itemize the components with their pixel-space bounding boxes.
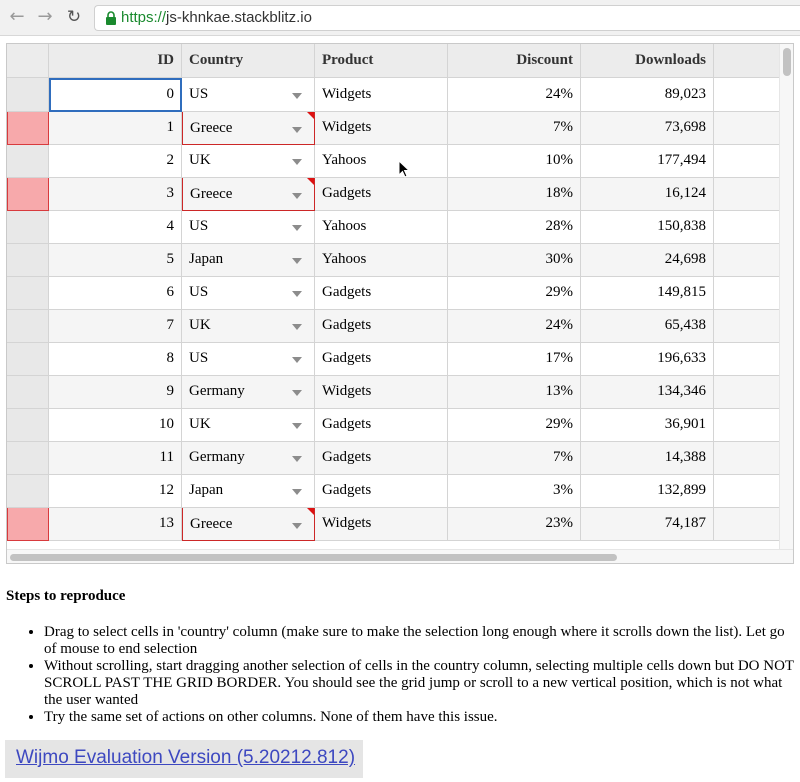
country-cell[interactable]: Greece (182, 177, 315, 211)
id-cell[interactable]: 4 (49, 210, 182, 244)
product-cell[interactable]: Gadgets (315, 342, 448, 376)
row-header[interactable] (7, 408, 49, 442)
dropdown-caret-icon[interactable] (292, 127, 302, 133)
lock-icon (105, 11, 117, 25)
dropdown-caret-icon[interactable] (292, 489, 302, 495)
country-cell[interactable]: US (182, 78, 315, 112)
forward-button[interactable]: → (37, 6, 53, 27)
product-cell[interactable]: Gadgets (315, 474, 448, 508)
country-cell[interactable]: US (182, 342, 315, 376)
product-cell[interactable]: Widgets (315, 375, 448, 409)
product-cell[interactable]: Yahoos (315, 243, 448, 277)
discount-cell[interactable]: 29% (448, 276, 581, 310)
downloads-cell[interactable]: 132,899 (581, 474, 714, 508)
row-header[interactable] (7, 276, 49, 310)
product-cell[interactable]: Gadgets (315, 177, 448, 211)
row-header[interactable] (7, 342, 49, 376)
data-grid[interactable] (6, 43, 794, 564)
row-header[interactable] (7, 111, 49, 145)
country-cell[interactable]: Germany (182, 375, 315, 409)
discount-cell[interactable]: 7% (448, 441, 581, 475)
product-cell[interactable]: Gadgets (315, 408, 448, 442)
evaluation-banner (5, 740, 363, 778)
product-cell[interactable]: Yahoos (315, 144, 448, 178)
url-text: https://js-khnkae.stackblitz.io (121, 9, 312, 26)
downloads-cell[interactable]: 65,438 (581, 309, 714, 343)
discount-cell[interactable]: 3% (448, 474, 581, 508)
row-header[interactable] (7, 474, 49, 508)
country-cell[interactable]: Germany (182, 441, 315, 475)
vertical-scroll-thumb[interactable] (783, 48, 791, 76)
downloads-cell[interactable]: 89,023 (581, 78, 714, 112)
dropdown-caret-icon[interactable] (292, 291, 302, 297)
downloads-cell[interactable]: 74,187 (581, 507, 714, 541)
id-cell[interactable]: 0 (49, 78, 182, 112)
list-item: • Without scrolling, start dragging another selection of cells in the country column, selecting multiple cells down but DO NOT SCROLL PAST THE GRID BORDER. You should see the grid jump or scroll to a new vertical position, which is not what the user wanted (44, 658, 800, 709)
row-header[interactable] (7, 375, 49, 409)
product-cell[interactable]: Gadgets (315, 309, 448, 343)
row-header[interactable] (7, 243, 49, 277)
discount-cell[interactable]: 28% (448, 210, 581, 244)
downloads-cell[interactable]: 177,494 (581, 144, 714, 178)
browser-toolbar (0, 0, 800, 36)
dropdown-caret-icon[interactable] (292, 456, 302, 462)
id-cell[interactable]: 10 (49, 408, 182, 442)
column-header-discount[interactable]: Discount (448, 44, 581, 78)
discount-cell[interactable]: 29% (448, 408, 581, 442)
row-header[interactable] (7, 210, 49, 244)
country-cell[interactable]: UK (182, 144, 315, 178)
downloads-cell[interactable]: 14,388 (581, 441, 714, 475)
product-cell[interactable]: Gadgets (315, 441, 448, 475)
id-cell[interactable]: 11 (49, 441, 182, 475)
id-cell[interactable]: 2 (49, 144, 182, 178)
country-cell[interactable]: Japan (182, 474, 315, 508)
column-header-product[interactable]: Product (315, 44, 448, 78)
id-cell[interactable]: 6 (49, 276, 182, 310)
column-header-country[interactable]: Country (182, 44, 315, 78)
id-cell[interactable]: 9 (49, 375, 182, 409)
row-header[interactable] (7, 507, 49, 541)
dropdown-caret-icon[interactable] (292, 193, 302, 199)
downloads-cell[interactable]: 134,346 (581, 375, 714, 409)
country-cell[interactable]: US (182, 276, 315, 310)
list-item: • Try the same set of actions on other columns. None of them have this issue. (44, 709, 800, 726)
product-cell[interactable]: Widgets (315, 507, 448, 541)
country-cell[interactable]: Greece (182, 507, 315, 541)
country-cell[interactable]: Greece (182, 111, 315, 145)
discount-cell[interactable]: 23% (448, 507, 581, 541)
id-cell[interactable]: 8 (49, 342, 182, 376)
row-header[interactable] (7, 177, 49, 211)
discount-cell[interactable]: 13% (448, 375, 581, 409)
id-cell[interactable]: 13 (49, 507, 182, 541)
discount-cell[interactable]: 17% (448, 342, 581, 376)
discount-cell[interactable]: 7% (448, 111, 581, 145)
dropdown-caret-icon[interactable] (292, 159, 302, 165)
discount-cell[interactable]: 24% (448, 78, 581, 112)
downloads-cell[interactable]: 196,633 (581, 342, 714, 376)
column-header-downloads[interactable]: Downloads (581, 44, 714, 78)
product-cell[interactable]: Widgets (315, 111, 448, 145)
product-cell[interactable]: Gadgets (315, 276, 448, 310)
product-cell[interactable]: Yahoos (315, 210, 448, 244)
horizontal-scroll-thumb[interactable] (10, 554, 617, 561)
column-header-id[interactable]: ID (49, 44, 182, 78)
row-header[interactable] (7, 144, 49, 178)
country-cell[interactable]: Japan (182, 243, 315, 277)
dropdown-caret-icon[interactable] (292, 93, 302, 99)
dropdown-caret-icon[interactable] (292, 324, 302, 330)
column-header-rowhdr[interactable] (7, 44, 49, 78)
country-cell[interactable]: US (182, 210, 315, 244)
mouse-cursor-icon (398, 160, 412, 180)
id-cell[interactable]: 12 (49, 474, 182, 508)
dropdown-caret-icon[interactable] (292, 523, 302, 529)
row-header[interactable] (7, 309, 49, 343)
discount-cell[interactable]: 24% (448, 309, 581, 343)
list-item: • Drag to select cells in 'country' column (make sure to make the selection long enough where it scrolls down the list). Let go of mouse to end selection (44, 624, 800, 658)
downloads-cell[interactable]: 16,124 (581, 177, 714, 211)
downloads-cell[interactable]: 24,698 (581, 243, 714, 277)
steps-title: Steps to reproduce (6, 588, 126, 604)
dropdown-caret-icon[interactable] (292, 390, 302, 396)
discount-cell[interactable]: 30% (448, 243, 581, 277)
id-cell[interactable]: 5 (49, 243, 182, 277)
id-cell[interactable]: 7 (49, 309, 182, 343)
downloads-cell[interactable]: 36,901 (581, 408, 714, 442)
id-cell[interactable]: 3 (49, 177, 182, 211)
address-bar[interactable] (94, 5, 800, 31)
row-header[interactable] (7, 78, 49, 112)
steps-list (0, 624, 800, 726)
discount-cell[interactable]: 18% (448, 177, 581, 211)
dropdown-caret-icon[interactable] (292, 225, 302, 231)
dropdown-caret-icon[interactable] (292, 357, 302, 363)
product-cell[interactable]: Widgets (315, 78, 448, 112)
dropdown-caret-icon[interactable] (292, 423, 302, 429)
back-button[interactable]: ← (9, 6, 25, 27)
country-cell[interactable]: UK (182, 408, 315, 442)
downloads-cell[interactable]: 149,815 (581, 276, 714, 310)
id-cell[interactable]: 1 (49, 111, 182, 145)
downloads-cell[interactable]: 150,838 (581, 210, 714, 244)
row-header[interactable] (7, 441, 49, 475)
discount-cell[interactable]: 10% (448, 144, 581, 178)
vertical-scrollbar[interactable] (779, 44, 793, 549)
dropdown-caret-icon[interactable] (292, 258, 302, 264)
country-cell[interactable]: UK (182, 309, 315, 343)
reload-button[interactable]: ↻ (66, 7, 82, 27)
evaluation-link[interactable]: Wijmo Evaluation Version (5.20212.812) (16, 747, 356, 768)
horizontal-scrollbar[interactable] (7, 549, 794, 563)
downloads-cell[interactable]: 73,698 (581, 111, 714, 145)
